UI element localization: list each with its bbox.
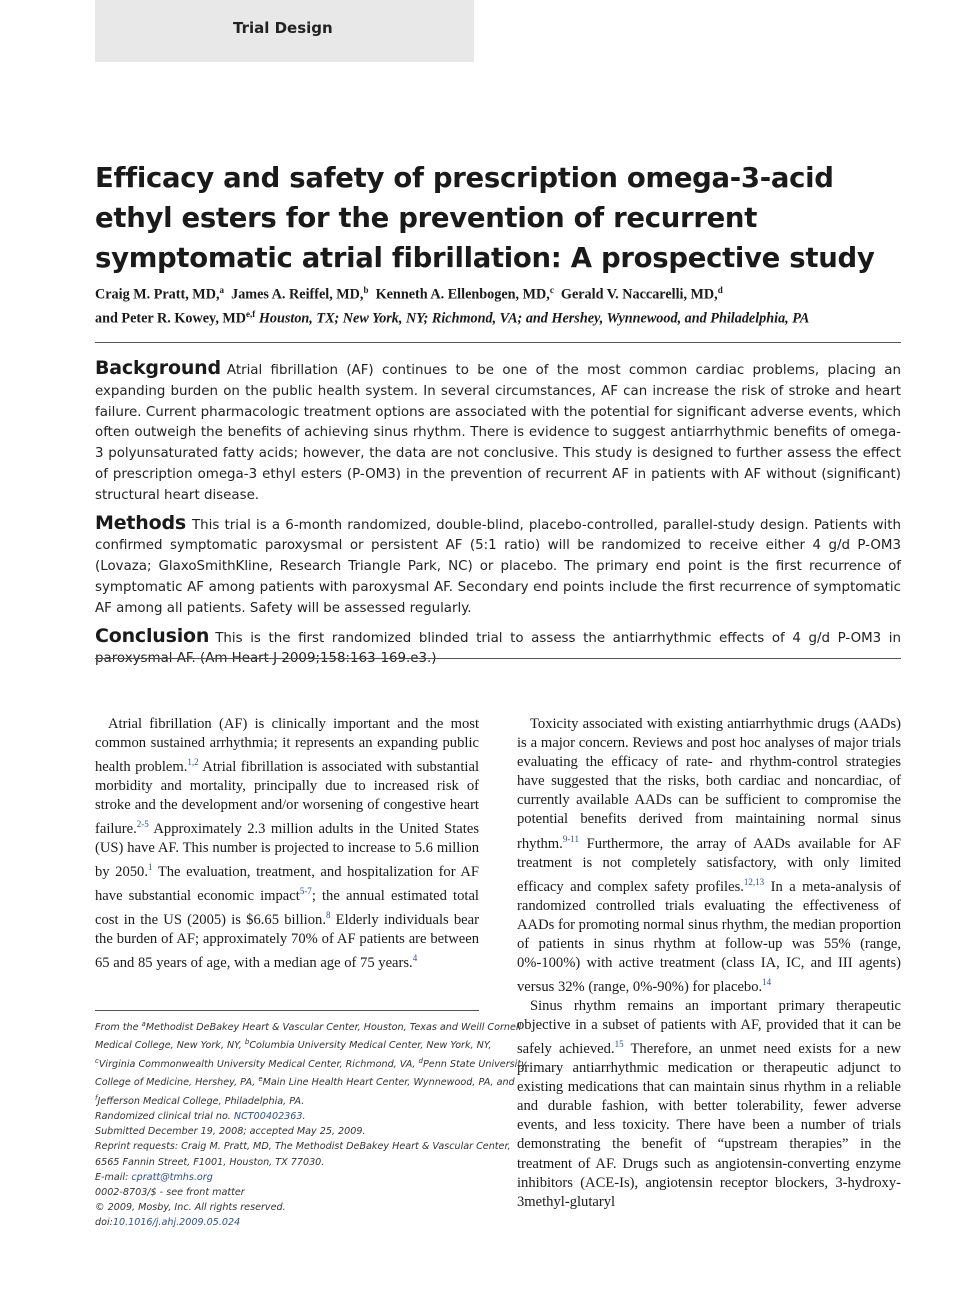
citation-ref[interactable]: 15 xyxy=(614,1039,624,1050)
body-column-right xyxy=(517,715,901,1212)
abstract xyxy=(95,358,901,676)
section-label: Trial Design xyxy=(233,19,333,37)
footnote-link[interactable]: cpratt@tmhs.org xyxy=(131,1171,213,1183)
footnote-text: 6565 Fannin Street, F1001, Houston, TX 77030. xyxy=(95,1156,325,1168)
citation-ref[interactable]: 14 xyxy=(762,976,772,987)
body-paragraph xyxy=(517,715,901,997)
footnote-link[interactable]: NCT00402363 xyxy=(233,1110,303,1122)
footnote-text: Methodist DeBakey Heart & Vascular Center, Houston, Texas and Weill Cornell xyxy=(145,1022,522,1034)
footnote-text: Virginia Commonwealth University Medical Center, Richmond, VA, xyxy=(98,1058,419,1070)
methods-heading: Methods xyxy=(95,511,186,534)
footnote-text: doi: xyxy=(95,1217,113,1229)
citation-ref[interactable]: 8 xyxy=(325,910,331,921)
citation-ref[interactable]: 9-11 xyxy=(562,833,579,844)
abstract-background xyxy=(95,358,901,507)
footnote-line xyxy=(95,1054,527,1072)
author-sup: a xyxy=(219,285,224,295)
footnote-line xyxy=(95,1185,481,1200)
text-run: Atrial fibrillation is associated with substantial morbidity and mortality, principally due to increased risk of stroke and the development and/or worsening of congestive heart failure. xyxy=(95,759,479,838)
affiliation-marker: c xyxy=(95,1056,99,1065)
text-run: The evaluation, treatment, and hospitalization for AF have substantial economic impact xyxy=(95,864,480,905)
author-name: Kenneth A. Ellenbogen, MD, xyxy=(375,286,550,303)
text-run: Elderly individuals bear the burden of AF; approximately 70% of AF patients are between 65 and 85 years of age, with a median age of 75 years. xyxy=(95,912,479,972)
body-paragraph xyxy=(517,997,901,1212)
footnote-link[interactable]: 10.1016/j.ahj.2009.05.024 xyxy=(112,1217,241,1229)
text-run: Atrial fibrillation (AF) is clinically important and the most common sustained arrhythmia; it represents an expanding public health problem. xyxy=(95,716,479,776)
abstract-bottom-rule xyxy=(95,658,901,659)
citation-ref[interactable]: 1 xyxy=(148,862,153,873)
conclusion-heading: Conclusion xyxy=(95,624,210,647)
text-run: Toxicity associated with existing antiarrhythmic drugs (AADs) is a major concern. Reviews and post hoc analyses of major trials evaluating the efficacy of rate- and rhythm-control strategies have suggested that the risks, both cardiac and noncardiac, of currently available AADs can be sufficient to compromise the potential benefits derived from maintaining normal sinus rhythm. xyxy=(517,716,901,852)
text-run: In a meta-analysis of randomized controlled trials evaluating the effectiveness of AADs for promoting normal sinus rhythm, the median proportion of patients in sinus rhythm at follow-up was 55% (range, 0%-100%) with active treatment (class IA, IC, and III agents) versus 32% (range, 0%-90%) for placebo. xyxy=(517,878,901,995)
footnote-line xyxy=(95,1215,481,1230)
affiliation-marker: b xyxy=(244,1038,250,1047)
author-sup: c xyxy=(549,285,554,295)
footnote-text: © 2009, Mosby, Inc. All rights reserved. xyxy=(95,1202,286,1214)
citation-ref[interactable]: 12,13 xyxy=(743,876,765,887)
article-title: Efficacy and safety of prescription omega-3-acid ethyl esters for the prevention of recurrent symptomatic atrial fibrillation: A prospective study xyxy=(95,162,875,274)
affiliation-marker: a xyxy=(141,1020,146,1028)
author-sup: b xyxy=(363,285,369,295)
footnote-text: From the xyxy=(95,1022,142,1034)
body-column-left xyxy=(95,715,479,973)
author-sup: d xyxy=(717,285,723,295)
footnote-text: Submitted December 19, 2008; accepted May 25, 2009. xyxy=(95,1126,366,1138)
author-name: and Peter R. Kowey, MD xyxy=(95,310,247,327)
footnote-text: Reprint requests: Craig M. Pratt, MD, The Methodist DeBakey Heart & Vascular Center, xyxy=(95,1141,511,1153)
author-name: Craig M. Pratt, MD, xyxy=(95,286,220,303)
affiliation-marker: f xyxy=(95,1093,98,1102)
citation-ref[interactable]: 4 xyxy=(412,953,418,964)
footnote-text: Medical College, New York, NY, xyxy=(95,1040,245,1052)
affiliation-line: Houston, TX; New York, NY; Richmond, VA; and Hershey, Wynnewood, and Philadelphia, PA xyxy=(258,310,810,327)
footnote-line xyxy=(95,1017,522,1035)
footnote-text: Penn State University xyxy=(423,1058,527,1070)
methods-text: This trial is a 6-month randomized, double-blind, placebo-controlled, parallel-study design. Patients with confirmed symptomatic paroxysmal or persistent AF (5:1 ratio) will be randomized to receive either 4 g/d P-OM3 (Lovaza; GlaxoSmithKline, Research Triangle Park, NC) or placebo. The primary end point is the first recurrence of symptomatic AF among patients with paroxysmal AF. Secondary end points include the first recurrence of symptomatic AF among all patients. Safety will be assessed regularly. xyxy=(95,517,901,616)
conclusion-text: This is the first randomized blinded trial to assess the antiarrhythmic effects of 4 g/d P-OM3 in paroxysmal AF. (Am Heart J 2009;158:163-169.e3.) xyxy=(95,630,901,667)
footnote-line xyxy=(95,1170,481,1185)
author-sup: e,f xyxy=(246,308,256,319)
footnote-line xyxy=(95,1155,481,1170)
background-heading: Background xyxy=(95,357,221,379)
footnote-text: . xyxy=(302,1110,306,1122)
citation-ref[interactable]: 2-5 xyxy=(136,819,149,830)
abstract-top-rule xyxy=(95,342,901,343)
footnote-line xyxy=(95,1035,492,1053)
author-name: Gerald V. Naccarelli, MD, xyxy=(560,286,718,303)
affiliation-marker: d xyxy=(418,1056,423,1065)
abstract-conclusion xyxy=(95,626,901,671)
footnote-rule xyxy=(95,1010,479,1011)
footnote-text: Columbia University Medical Center, New York, NY, xyxy=(249,1040,492,1052)
footnote-text: Randomized clinical trial no. xyxy=(95,1110,234,1122)
background-text: Atrial fibrillation (AF) continues to be one of the most common cardiac problems, placing an expanding burden on the public health system. In several circumstances, AF can increase the risk of stroke and heart failure. Current pharmacologic treatment options are associated with the potential for significant adverse events, which often outweigh the benefits of achieving sinus rhythm. There is evidence to suggest antiarrhythmic benefits of omega-3 polyunsaturated fatty acids; however, the data are not conclusive. This study is designed to further assess the effect of prescription omega-3 ethyl esters (P-OM3) in the prevention of recurrent AF in patients with AF without (significant) structural heart disease. xyxy=(95,363,901,503)
footnotes xyxy=(95,1017,527,1231)
text-run: Therefore, an unmet need exists for a new primary antiarrhythmic medication or therapeutic adjunct to existing medications that can maintain sinus rhythm in a reliable and durable fashion, with better tolerability, fewer adverse events, and less toxicity. There have been a number of trials demonstrating the benefit of “upstream therapies” in the treatment of AF. Drugs such as angiotensin-converting enzyme inhibitors (ACE-Is), angiotensin receptor blockers, 3-hydroxy-3methyl-glutaryl xyxy=(517,1040,901,1210)
footnote-text: Jefferson Medical College, Philadelphia, PA. xyxy=(97,1095,305,1107)
footnote-line xyxy=(95,1072,515,1090)
text-run: Furthermore, the array of AADs available for AF treatment is not completely satisfactory, with only limited efficacy and complex safety profiles. xyxy=(517,835,901,895)
body-paragraph xyxy=(95,715,479,973)
footnote-line xyxy=(95,1091,481,1109)
footnote-line xyxy=(95,1124,481,1139)
affiliation-marker: e xyxy=(258,1075,263,1084)
footnote-text: 0002-8703/$ - see front matter xyxy=(95,1186,245,1198)
author-name: James A. Reiffel, MD, xyxy=(231,286,364,303)
section-tab xyxy=(95,0,474,62)
footnote-text: Main Line Health Heart Center, Wynnewood, PA, and xyxy=(262,1077,515,1089)
footnote-text: College of Medicine, Hershey, PA, xyxy=(95,1077,259,1089)
footnote-line xyxy=(95,1109,481,1124)
footnote-line xyxy=(95,1200,481,1215)
text-run: Approximately 2.3 million adults in the United States (US) have AF. This number is projected to increase to 5.6 million by 2050. xyxy=(95,821,479,881)
text-run: ; the annual estimated total cost in the US (2005) is $6.65 billion. xyxy=(95,888,479,929)
text-run: Sinus rhythm remains an important primary therapeutic objective in a subset of patients with AF, provided that it can be safely achieved. xyxy=(517,997,901,1057)
citation-ref[interactable]: 5-7 xyxy=(299,886,312,897)
author-list xyxy=(95,281,905,328)
footnote-text: E-mail: xyxy=(95,1171,132,1183)
abstract-methods xyxy=(95,513,901,620)
footnote-line xyxy=(95,1139,511,1154)
citation-ref[interactable]: 1,2 xyxy=(187,757,199,768)
